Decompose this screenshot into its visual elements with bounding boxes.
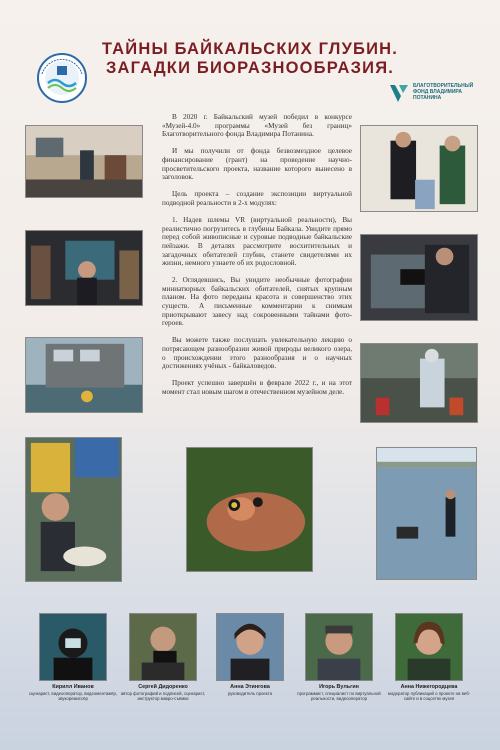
- team-name: Кирилл Иванов: [52, 684, 94, 690]
- team-photo: [39, 613, 107, 681]
- photo-baikal-fish: [186, 447, 313, 572]
- photo-exhibition-visitors: [25, 125, 143, 198]
- paragraph-intro: В 2020 г. Байкальский музей победил в конкурсе «Музей-4.0» программы «Музей без границ» Благотворительного фонда Владимира Потанина.: [162, 113, 352, 139]
- team-role: руководитель проекта: [227, 691, 273, 696]
- title-line-2: ЗАГАДКИ БИОРАЗНООБРАЗИЯ.: [105, 59, 395, 77]
- paragraph-grant: И мы получили от фонда безвозмездное целевое финансирование (грант) на проведение научно-просветительского проекта, название которого вынесено в заголовок.: [162, 147, 352, 182]
- potanin-fund-logo: [389, 82, 479, 104]
- team-photo: [129, 613, 197, 681]
- team-role: автор фотографий и подписей, сценарист, инструктор макро-съёмки: [120, 691, 206, 701]
- page-title: [70, 40, 430, 78]
- photo-vr-demo: [360, 125, 478, 212]
- title-line-1: ТАЙНЫ БАЙКАЛЬСКИХ ГЛУБИН.: [101, 40, 399, 58]
- baikal-museum-logo: [36, 52, 88, 104]
- photo-macro-photography: [360, 234, 478, 321]
- fund-name: БЛАГОТВОРИТЕЛЬНЫЙ ФОНД ВЛАДИМИРА ПОТАНИНА: [413, 83, 474, 101]
- photo-shore-divers: [376, 447, 477, 580]
- baikal-museum-logo-icon: [36, 52, 88, 104]
- photo-diving-boat: [25, 337, 143, 413]
- team-role: модератор публикаций о проекте на веб-сайте и в соцсетях музея: [387, 691, 471, 701]
- photo-children-aquarium: [25, 437, 122, 582]
- team-photo: [216, 613, 284, 681]
- paragraph-module-1: 1. Надев шлемы VR (виртуальной реальности), Вы реалистично погрузитесь в глубины Байкала. Увидите прямо перед собой живописные и суровые подводные байкальские пейзажи. В деталях рассмотрите восхитительных и загадочных обитателей глубин, станете свидетелями их жизни, немного узнаете об их родословной.: [162, 216, 352, 268]
- team-role: сценарист, видеооператор, видеомонтажёр, звукорежиссёр: [28, 691, 118, 701]
- paragraph-goal: Цель проекта – создание экспозиции виртуальной подводной реальности в 2-х модулях:: [162, 190, 352, 207]
- potanin-fund-icon: [389, 82, 411, 104]
- team-name: Сергей Дидоренко: [138, 684, 188, 690]
- paragraph-lecture: Вы можете также послушать увлекательную лекцию о потрясающем разнообразии живой природы великого озера, о происхождении этого разнообразия и о научных достижениях учёных - байкаловедов.: [162, 336, 352, 371]
- paragraph-module-2: 2. Оглядевшись, Вы увидите необычные фотографии миниатюрных байкальских обитателей, снятых крупным планом. На фото переданы красота и совершенство этих существ. А письменные комментарии к снимкам приоткрывают завесу над сокровенными тайнами фото-героев.: [162, 276, 352, 328]
- team-name: Анна Нижегородцева: [400, 684, 458, 690]
- team-role: программист, специалист по виртуальной реальности, видеооператор: [297, 691, 381, 701]
- photo-vr-headset-exhibit: [25, 230, 143, 306]
- team-name: Анна Этингова: [230, 684, 270, 690]
- project-description: [162, 113, 352, 405]
- paragraph-conclusion: Проект успешно завершён в феврале 2022 г., и на этот момент стал новым шагом в отечественном музейном деле.: [162, 379, 352, 396]
- team-photo: [395, 613, 463, 681]
- photo-lab-work: [360, 343, 478, 423]
- team-name: Игорь Вульгин: [319, 684, 359, 690]
- team-photo: [305, 613, 373, 681]
